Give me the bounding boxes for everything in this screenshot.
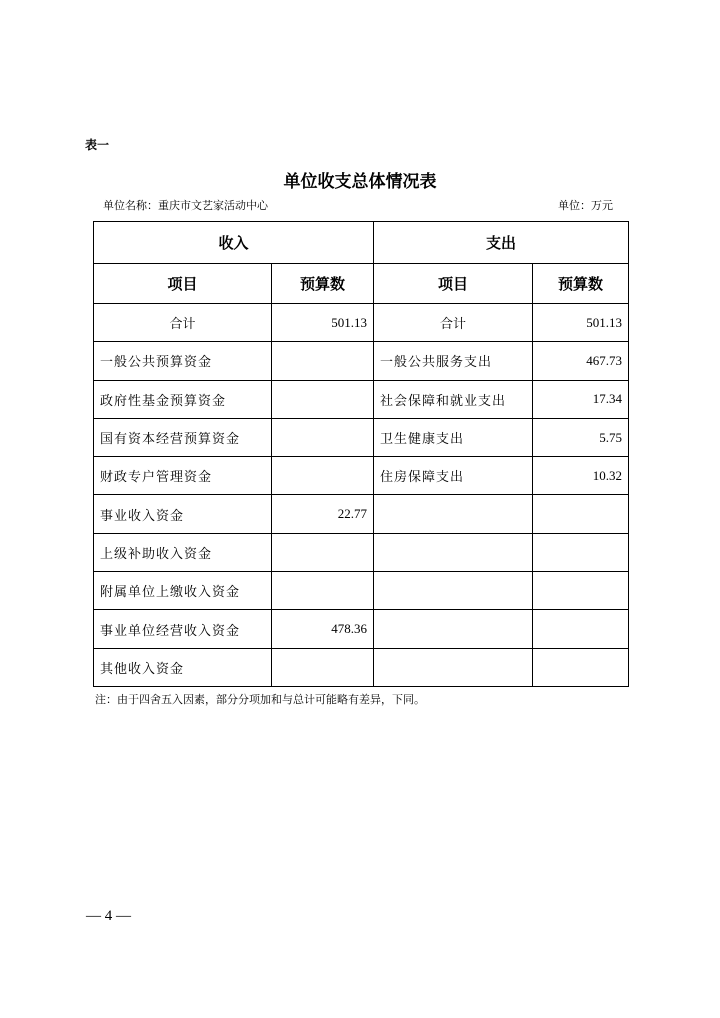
unit-name: 单位名称：重庆市文艺家活动中心 <box>103 199 268 212</box>
expenditure-value <box>533 572 629 610</box>
table-subheader-row <box>94 264 629 304</box>
expenditure-item <box>374 495 533 533</box>
expenditure-item-header: 项目 <box>374 264 533 304</box>
expenditure-item <box>374 610 533 648</box>
expenditure-item: 一般公共服务支出 <box>374 342 533 380</box>
table-row <box>94 342 629 380</box>
table-row <box>94 495 629 533</box>
expenditure-item <box>374 648 533 686</box>
income-item: 附属单位上缴收入资金 <box>94 572 272 610</box>
table-row <box>94 610 629 648</box>
income-header: 收入 <box>94 222 374 264</box>
expenditure-value: 10.32 <box>533 457 629 495</box>
expenditure-value: 467.73 <box>533 342 629 380</box>
income-item: 上级补助收入资金 <box>94 533 272 571</box>
table-row <box>94 648 629 686</box>
income-value: 22.77 <box>272 495 374 533</box>
income-item: 事业收入资金 <box>94 495 272 533</box>
income-value: 478.36 <box>272 610 374 648</box>
expenditure-item: 住房保障支出 <box>374 457 533 495</box>
page-number: — 4 — <box>86 908 131 924</box>
expenditure-value: 5.75 <box>533 418 629 456</box>
income-value <box>272 572 374 610</box>
income-value <box>272 648 374 686</box>
unit-label: 单位：万元 <box>558 199 613 212</box>
table-row <box>94 572 629 610</box>
expenditure-header: 支出 <box>374 222 629 264</box>
expenditure-value <box>533 648 629 686</box>
table-row <box>94 457 629 495</box>
expenditure-item: 社会保障和就业支出 <box>374 380 533 418</box>
footnote: 注：由于四舍五入因素，部分分项加和与总计可能略有差异，下同。 <box>95 693 425 706</box>
expenditure-budget-header: 预算数 <box>533 264 629 304</box>
expenditure-value <box>533 495 629 533</box>
table-header-row <box>94 222 629 264</box>
income-item: 事业单位经营收入资金 <box>94 610 272 648</box>
income-budget-header: 预算数 <box>272 264 374 304</box>
income-item: 其他收入资金 <box>94 648 272 686</box>
income-value <box>272 418 374 456</box>
income-item: 政府性基金预算资金 <box>94 380 272 418</box>
table-row <box>94 533 629 571</box>
income-value <box>272 342 374 380</box>
expenditure-value: 17.34 <box>533 380 629 418</box>
income-value <box>272 380 374 418</box>
table-row <box>94 380 629 418</box>
table-row <box>94 304 629 342</box>
income-item: 财政专户管理资金 <box>94 457 272 495</box>
page-title: 单位收支总体情况表 <box>283 172 437 192</box>
income-item: 合计 <box>94 304 272 342</box>
expenditure-item <box>374 533 533 571</box>
income-value <box>272 457 374 495</box>
expenditure-item: 合计 <box>374 304 533 342</box>
income-item: 一般公共预算资金 <box>94 342 272 380</box>
income-item: 国有资本经营预算资金 <box>94 418 272 456</box>
income-item-header: 项目 <box>94 264 272 304</box>
expenditure-value: 501.13 <box>533 304 629 342</box>
expenditure-value <box>533 533 629 571</box>
budget-table <box>93 221 629 687</box>
income-value <box>272 533 374 571</box>
income-value: 501.13 <box>272 304 374 342</box>
table-row <box>94 418 629 456</box>
expenditure-item: 卫生健康支出 <box>374 418 533 456</box>
expenditure-item <box>374 572 533 610</box>
table-label: 表一 <box>85 138 110 152</box>
expenditure-value <box>533 610 629 648</box>
